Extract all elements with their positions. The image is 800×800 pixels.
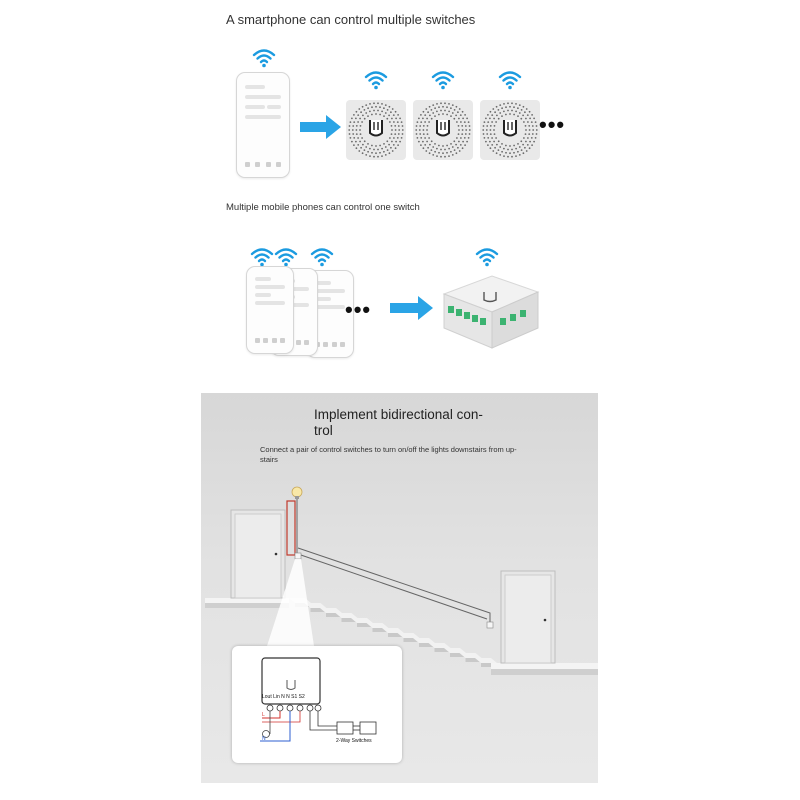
wifi-icon (250, 247, 274, 267)
smart-switch-icon (440, 272, 542, 352)
stair-step (398, 633, 420, 638)
stair-step (413, 638, 435, 643)
wifi-icon (252, 48, 276, 68)
wifi-icon (310, 247, 334, 267)
smartphone-icon (246, 266, 294, 354)
smart-switch-icon (413, 100, 473, 160)
stair-step (460, 653, 482, 658)
stair-step (444, 648, 466, 653)
stair-step (320, 608, 342, 613)
stair-step (475, 658, 497, 663)
live-label: L (262, 712, 265, 718)
stair-step (429, 643, 451, 648)
neutral-label: N (262, 736, 266, 742)
smart-switch-icon (480, 100, 540, 160)
two-way-switches-label: 2-Way Switches (336, 738, 372, 744)
smart-switch-icon (346, 100, 406, 160)
panel-title: Implement bidirectional con- trol (314, 407, 483, 438)
wifi-icon (431, 70, 455, 90)
wifi-icon (274, 247, 298, 267)
ellipsis-icon: ••• (539, 112, 566, 137)
ellipsis-icon: ••• (345, 297, 372, 322)
heading-one-phone-many-switches: A smartphone can control multiple switches (226, 12, 476, 27)
stair-step (367, 623, 389, 628)
wiring-diagram-inset (232, 646, 402, 763)
wifi-icon (498, 70, 522, 90)
stair-step (351, 618, 373, 623)
door-icon (231, 510, 285, 598)
arrow-right-icon (300, 114, 342, 140)
bidirectional-control-panel (201, 393, 598, 783)
light-bulb-icon (292, 487, 302, 499)
wifi-icon (364, 70, 388, 90)
door-icon (501, 571, 555, 663)
heading-many-phones-one-switch: Multiple mobile phones can control one switch (226, 202, 420, 213)
wifi-icon (475, 247, 499, 267)
terminal-labels: Lout Lin N N S1 S2 (262, 694, 305, 700)
arrow-right-icon (390, 296, 434, 320)
stair-step (382, 628, 404, 633)
panel-subtitle: Connect a pair of control switches to turn on/off the lights downstairs from up- stairs (260, 445, 517, 464)
smartphone-icon (236, 72, 290, 178)
stair-step (336, 613, 358, 618)
